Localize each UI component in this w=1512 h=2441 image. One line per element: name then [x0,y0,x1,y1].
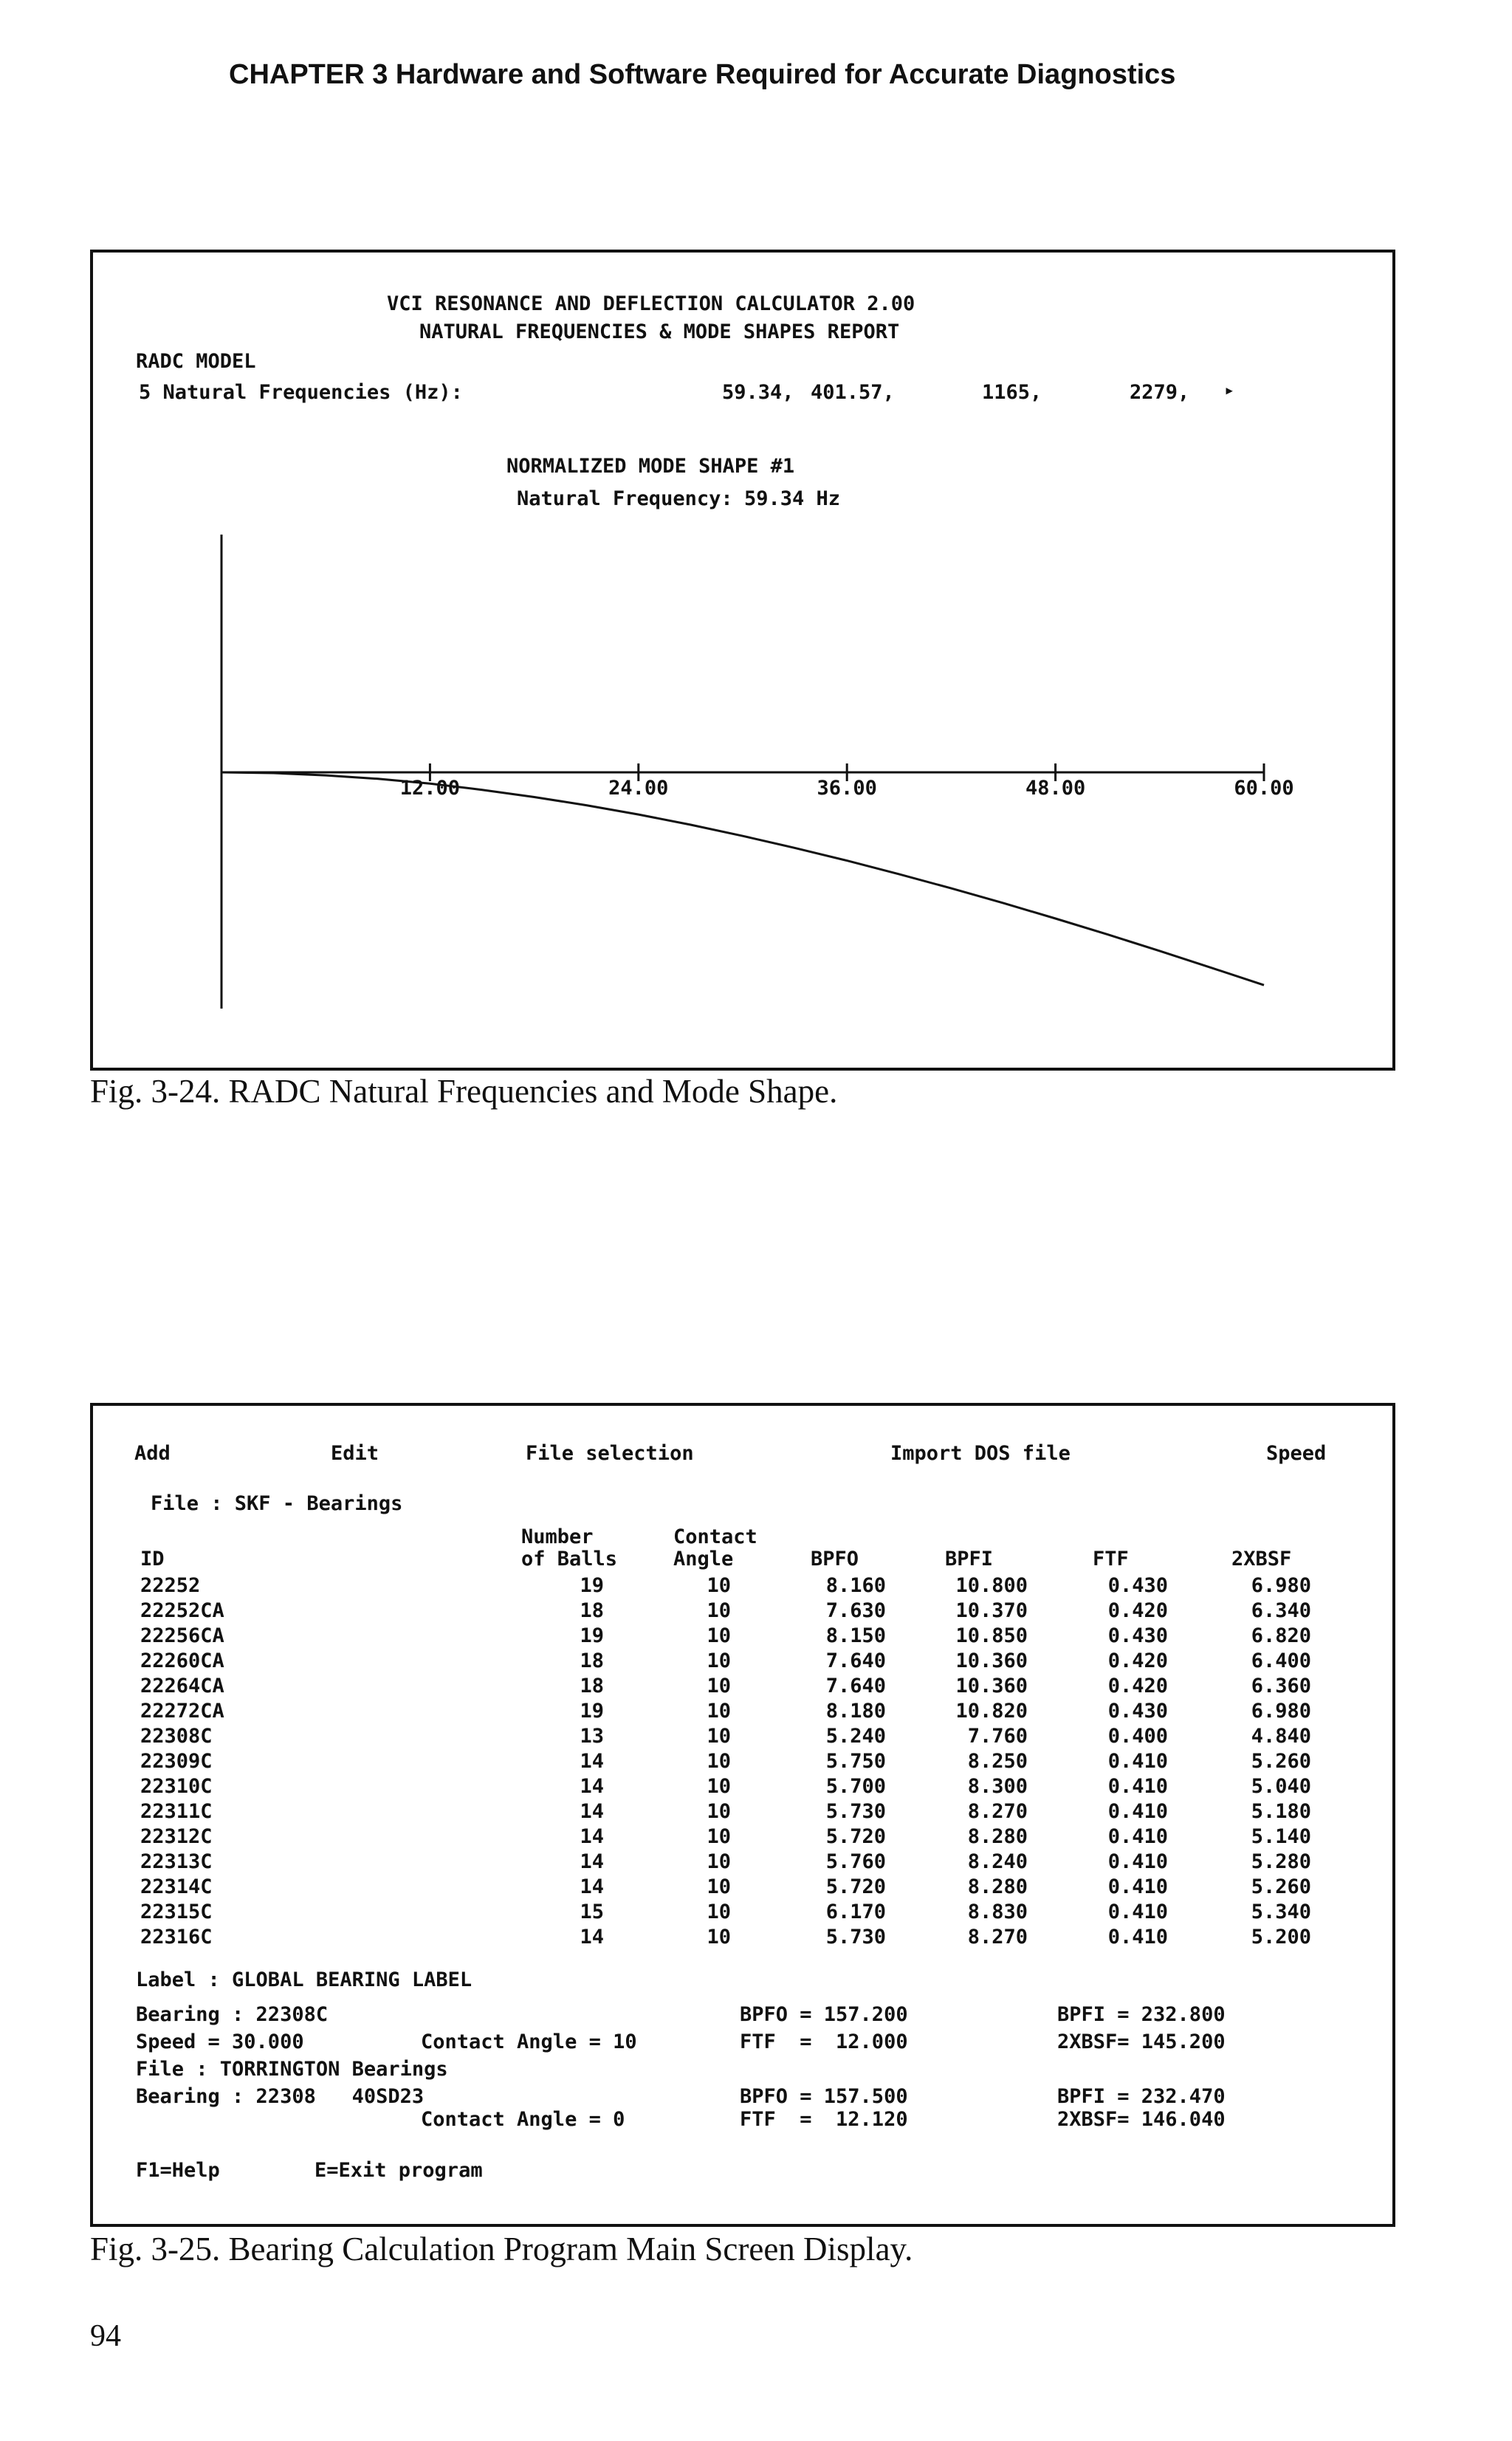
contact-angle-1: Contact Angle = 10 [421,2030,637,2053]
header-bpfo: BPFO [811,1548,859,1570]
cell-ftf: 0.410 [1107,1901,1168,1923]
cell-bpfi: 10.370 [955,1599,1028,1622]
x-tick-label: 36.00 [817,777,877,800]
cell-id: 22310C [140,1775,213,1798]
exit-key[interactable]: E=Exit program [315,2159,483,2182]
cell-bpfo: 5.700 [825,1775,886,1798]
cell-bpfo: 8.150 [825,1624,886,1647]
mode-title: NORMALIZED MODE SHAPE #1 [506,455,795,478]
report-title: VCI RESONANCE AND DEFLECTION CALCULATOR 2.00 [387,292,915,315]
ftf-2: FTF = 12.120 [740,2108,908,2131]
cell-bpfo: 8.180 [825,1700,886,1723]
bearing-2: Bearing : 22308 40SD23 [136,2085,425,2108]
header-bsf: 2XBSF [1231,1548,1292,1570]
cell-angle: 10 [707,1725,731,1748]
cell-ftf: 0.430 [1107,1574,1168,1597]
freq-label: 5 Natural Frequencies (Hz): [139,381,463,404]
file-label: File : SKF - Bearings [151,1492,403,1515]
cell-bpfi: 10.850 [955,1624,1028,1647]
cell-ftf: 0.410 [1107,1850,1168,1873]
cell-bpfo: 5.730 [825,1800,886,1823]
chapter-heading: CHAPTER 3 Hardware and Software Required for Accurate Diagnostics [229,59,1176,90]
cell-bpfi: 8.300 [967,1775,1028,1798]
cell-balls: 18 [580,1599,604,1622]
header-ftf: FTF [1093,1548,1129,1570]
cell-bpfo: 5.720 [825,1875,886,1898]
cell-bpfo: 6.170 [825,1901,886,1923]
figure-3-24-caption: Fig. 3-24. RADC Natural Frequencies and Mode Shape. [90,1073,838,1110]
cell-id: 22309C [140,1750,213,1773]
freq-2: 401.57, [811,381,895,404]
freq-4: 2279, [1130,381,1190,404]
cell-bpfi: 8.280 [967,1825,1028,1848]
cell-bpfi: 10.360 [955,1649,1028,1672]
cell-ftf: 0.420 [1107,1649,1168,1672]
cell-bsf: 5.180 [1251,1800,1311,1823]
header-balls: of Balls [521,1548,618,1570]
x-tick-label: 12.00 [399,777,461,800]
cell-angle: 10 [707,1624,731,1647]
file-2: File : TORRINGTON Bearings [136,2058,448,2081]
cell-id: 22272CA [140,1700,224,1723]
cell-bsf: 6.820 [1251,1624,1311,1647]
cell-bpfi: 10.360 [955,1675,1028,1697]
ftf-1: FTF = 12.000 [740,2030,908,2053]
cell-balls: 14 [580,1875,604,1898]
cell-bpfi: 10.800 [955,1574,1028,1597]
cell-id: 22252CA [140,1599,224,1622]
cell-bpfo: 5.730 [825,1926,886,1949]
cell-id: 22260CA [140,1649,224,1672]
header-id: ID [140,1548,165,1570]
cell-bsf: 6.980 [1251,1700,1311,1723]
cell-balls: 14 [580,1926,604,1949]
cell-angle: 10 [707,1574,731,1597]
page-number: 94 [90,2319,121,2353]
bpfi-1: BPFI = 232.800 [1057,2003,1226,2026]
cell-id: 22313C [140,1850,213,1873]
cell-bsf: 5.140 [1251,1825,1311,1848]
cell-angle: 10 [707,1875,731,1898]
model-label: RADC MODEL [136,350,256,373]
cell-bpfo: 7.640 [825,1649,886,1672]
cell-bpfi: 8.250 [967,1750,1028,1773]
cell-balls: 13 [580,1725,604,1748]
more-arrow-icon: ▸ [1224,380,1235,400]
cell-balls: 15 [580,1901,604,1923]
cell-angle: 10 [707,1926,731,1949]
cell-id: 22312C [140,1825,213,1848]
cell-angle: 10 [707,1750,731,1773]
header-bpfi: BPFI [945,1548,994,1570]
menu-edit[interactable]: Edit [331,1442,379,1465]
bsf-2: 2XBSF= 146.040 [1057,2108,1226,2131]
cell-balls: 14 [580,1775,604,1798]
contact-angle-2: Contact Angle = 0 [421,2108,625,2131]
cell-angle: 10 [707,1775,731,1798]
cell-ftf: 0.410 [1107,1825,1168,1848]
cell-ftf: 0.430 [1107,1624,1168,1647]
cell-balls: 14 [580,1850,604,1873]
menu-add[interactable]: Add [134,1442,171,1465]
cell-angle: 10 [707,1675,731,1697]
cell-balls: 14 [580,1825,604,1848]
cell-bsf: 5.280 [1251,1850,1311,1873]
cell-bsf: 4.840 [1251,1725,1311,1748]
cell-balls: 18 [580,1675,604,1697]
cell-bsf: 5.260 [1251,1750,1311,1773]
cell-angle: 10 [707,1700,731,1723]
cell-id: 22252 [140,1574,201,1597]
cell-id: 22314C [140,1875,213,1898]
cell-bpfi: 7.760 [967,1725,1028,1748]
cell-bpfo: 8.160 [825,1574,886,1597]
help-key[interactable]: F1=Help [136,2159,220,2182]
cell-angle: 10 [707,1649,731,1672]
cell-bsf: 6.980 [1251,1574,1311,1597]
cell-ftf: 0.410 [1107,1800,1168,1823]
mode-shape-chart [0,0,1512,1071]
x-tick-label: 48.00 [1025,777,1086,800]
cell-bpfo: 5.750 [825,1750,886,1773]
cell-angle: 10 [707,1800,731,1823]
report-subtitle: NATURAL FREQUENCIES & MODE SHAPES REPORT [419,320,900,343]
cell-angle: 10 [707,1850,731,1873]
cell-bsf: 6.400 [1251,1649,1311,1672]
cell-balls: 19 [580,1700,604,1723]
menu-import-dos-file[interactable]: Import DOS file [890,1442,1071,1465]
cell-angle: 10 [707,1901,731,1923]
header-angle: Angle [673,1548,734,1570]
header-balls-top: Number [521,1525,594,1548]
cell-bpfi: 8.280 [967,1875,1028,1898]
cell-bpfo: 5.720 [825,1825,886,1848]
cell-bpfo: 7.630 [825,1599,886,1622]
mode-shape-line [221,772,1264,985]
label-line: Label : GLOBAL BEARING LABEL [136,1968,472,1991]
mode-freq-value: 59.34 Hz [744,487,841,510]
cell-bsf: 5.340 [1251,1901,1311,1923]
mode-freq-label: Natural Frequency: [517,487,733,510]
cell-bpfi: 8.240 [967,1850,1028,1873]
cell-bpfi: 8.830 [967,1901,1028,1923]
bearing-1: Bearing : 22308C [136,2003,329,2026]
cell-balls: 14 [580,1750,604,1773]
cell-ftf: 0.410 [1107,1775,1168,1798]
cell-bpfo: 7.640 [825,1675,886,1697]
cell-ftf: 0.410 [1107,1875,1168,1898]
cell-bpfi: 10.820 [955,1700,1028,1723]
bpfo-1: BPFO = 157.200 [740,2003,908,2026]
cell-id: 22308C [140,1725,213,1748]
cell-bsf: 6.340 [1251,1599,1311,1622]
bpfi-2: BPFI = 232.470 [1057,2085,1226,2108]
cell-id: 22256CA [140,1624,224,1647]
cell-bpfi: 8.270 [967,1926,1028,1949]
cell-id: 22316C [140,1926,213,1949]
freq-3: 1165, [982,381,1042,404]
header-angle-top: Contact [673,1525,757,1548]
cell-ftf: 0.410 [1107,1750,1168,1773]
cell-bpfo: 5.240 [825,1725,886,1748]
cell-ftf: 0.400 [1107,1725,1168,1748]
cell-balls: 14 [580,1800,604,1823]
cell-bpfo: 5.760 [825,1850,886,1873]
figure-3-25-caption: Fig. 3-25. Bearing Calculation Program Main Screen Display. [90,2231,913,2267]
cell-id: 22311C [140,1800,213,1823]
menu-speed[interactable]: Speed [1266,1442,1327,1465]
cell-ftf: 0.410 [1107,1926,1168,1949]
cell-bpfi: 8.270 [967,1800,1028,1823]
cell-balls: 19 [580,1624,604,1647]
cell-ftf: 0.420 [1107,1675,1168,1697]
cell-balls: 19 [580,1574,604,1597]
cell-angle: 10 [707,1825,731,1848]
cell-balls: 18 [580,1649,604,1672]
cell-id: 22315C [140,1901,213,1923]
menu-file-selection[interactable]: File selection [526,1442,694,1465]
cell-bsf: 5.040 [1251,1775,1311,1798]
x-tick-label: 24.00 [608,777,669,800]
x-tick-label: 60.00 [1234,777,1294,800]
bsf-1: 2XBSF= 145.200 [1057,2030,1226,2053]
cell-angle: 10 [707,1599,731,1622]
cell-id: 22264CA [140,1675,224,1697]
cell-bsf: 5.260 [1251,1875,1311,1898]
cell-ftf: 0.420 [1107,1599,1168,1622]
freq-1: 59.34, [722,381,794,404]
cell-ftf: 0.430 [1107,1700,1168,1723]
bpfo-2: BPFO = 157.500 [740,2085,908,2108]
cell-bsf: 5.200 [1251,1926,1311,1949]
speed-1: Speed = 30.000 [136,2030,304,2053]
cell-bsf: 6.360 [1251,1675,1311,1697]
